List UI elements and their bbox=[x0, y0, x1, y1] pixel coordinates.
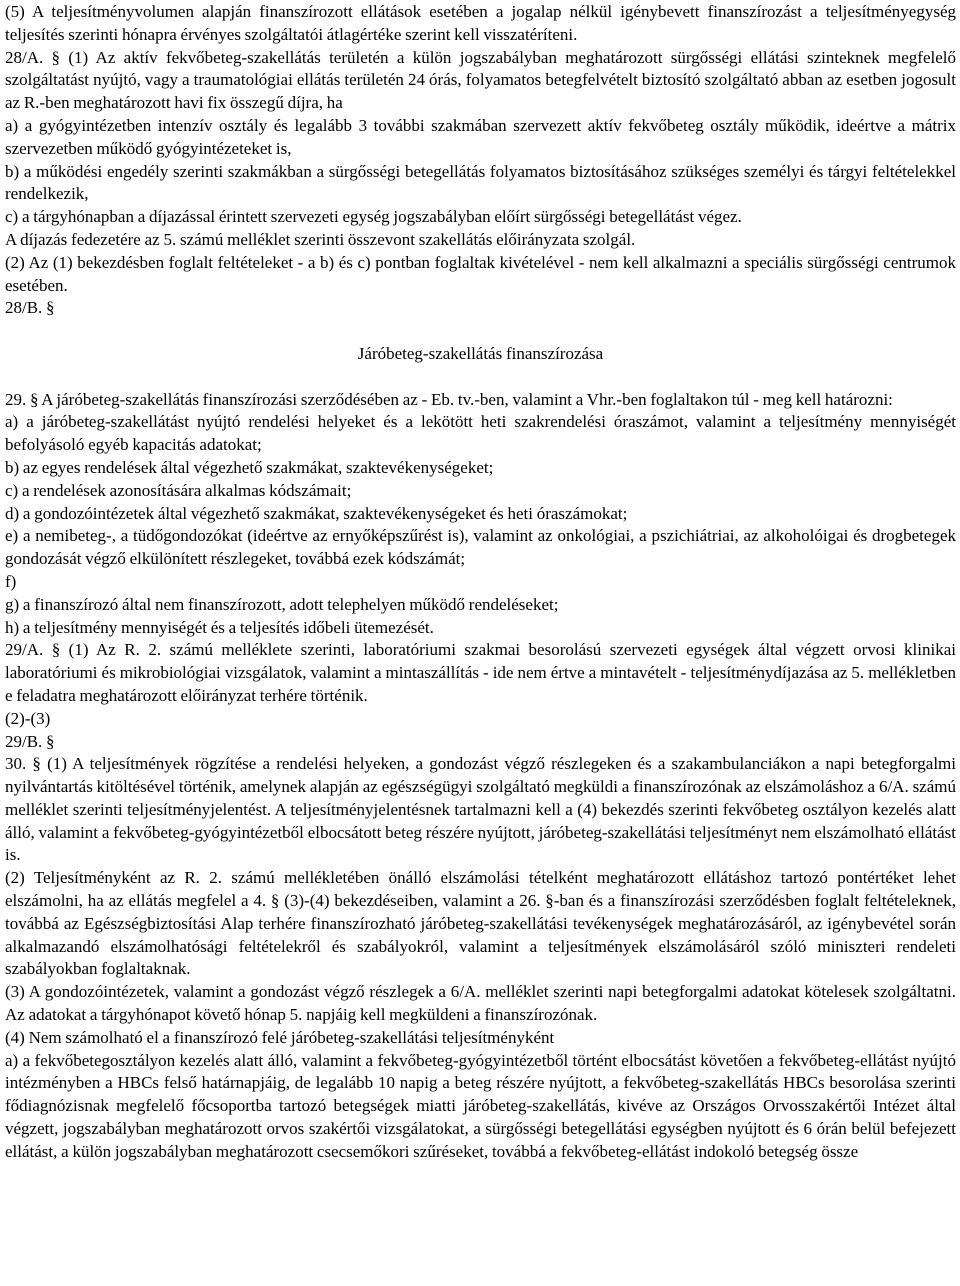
paragraph-p29a-1: 29/A. § (1) Az R. 2. számú melléklete szerinti, laboratóriumi szakmai besorolású szervezeti egységek által végzett orvosi klinikai laboratóriumi és mikrobiológiai vizsgálatok, valamint a mintaszállítás - ide nem értve a mintavételt - teljesítménydíjazása az 5. mellékletben e feladatra meghatározott előirányzat terhére történik. bbox=[5, 640, 956, 705]
paragraph-p5-teljesitmenyvolumen: (5) A teljesítményvolumen alapján finanszírozott ellátások esetében a jogalap nélkül igénybevett finanszírozást a teljesítményegység teljesítés szerinti hónapra érvényes szolgáltatói átlagértéke szerint kell visszatéríteni. bbox=[5, 2, 956, 44]
paragraph-blank-1 bbox=[5, 320, 956, 343]
paragraph-p29-e: e) a nemibeteg-, a tüdőgondozókat (ideértve az ernyőképszűrést is), valamint az onkológiai, a pszichiátriai, az alkoholóigai és drogbetegek gondozását végző elkülönített részlegeket, továbbá ezek kódszámát; bbox=[5, 526, 956, 569]
paragraph-p29-g: g) a finanszírozó által nem finanszírozott, adott telephelyen működő rendeléseket; bbox=[5, 594, 559, 614]
paragraph-p29a-2-3: (2)-(3) bbox=[5, 708, 51, 728]
paragraph-p29-b: b) az egyes rendelések által végezhető szakmákat, szaktevékenységeket; bbox=[5, 457, 494, 477]
paragraph-p29: 29. § A járóbeteg-szakellátás finanszírozási szerződésében az - Eb. tv.-ben, valamint a Vhr.-ben foglaltakon túl - meg kell határozni: bbox=[5, 389, 893, 409]
paragraph-p28a-1-b: b) a működési engedély szerinti szakmákban a sürgősségi betegellátás folyamatos biztosításához szükséges személyi és tárgyi feltételekkel rendelkezik, bbox=[5, 161, 956, 204]
paragraph-p29-d: d) a gondozóintézetek által végezhető szakmákat, szaktevékenységeket és heti óraszámokat; bbox=[5, 503, 628, 523]
paragraph-p28b: 28/B. § bbox=[5, 298, 55, 318]
paragraph-p28a-1: 28/A. § (1) Az aktív fekvőbeteg-szakellátás területén a külön jogszabályban meghatározott sürgősségi ellátási szinteknek megfelelő szolgáltatást nyújtó, vagy a traumatológiai ellátás területén 24 órás, folyamatos betegfelvételt biztosító szolgáltató abban az esetben jogosult az R.-ben meghatározott havi fix összegű díjra, ha bbox=[5, 47, 956, 113]
paragraph-p28a-fedezet: A díjazás fedezetére az 5. számú melléklet szerinti összevont szakellátás előirányzata szolgál. bbox=[5, 229, 636, 249]
paragraph-p30-4: (4) Nem számolható el a finanszírozó felé járóbeteg-szakellátási teljesítményként bbox=[5, 1027, 555, 1047]
document-page bbox=[5, 1, 956, 1164]
paragraph-p30-2: (2) Teljesítményként az R. 2. számú mellékletében önálló elszámolási tételként meghatározott ellátáshoz tartozó pontértéket lehet elszámolni, ha az ellátás megfelel a 4. § (3)-(4) bekezdéseiben, valamint a 26. §-ban és a finanszírozási szerződésben foglalt feltételeknek, továbbá az Egészségbiztosítási Alap terhére finanszírozható járóbeteg-szakellátási tevékenységek meghatározásáról, az igénybevétel során alkalmazandó elszámolhatósági feltételekről és szabályokról, valamint a teljesítmények elszámolásáról szóló miniszteri rendeleti szabályokban foglaltaknak. bbox=[5, 868, 956, 979]
paragraph-p28a-2: (2) Az (1) bekezdésben foglalt feltételeket - a b) és c) pontban foglaltak kivételével - nem kell alkalmazni a speciális sürgősségi centrumok esetében. bbox=[5, 252, 956, 295]
paragraph-p29-c: c) a rendelések azonosítására alkalmas kódszámait; bbox=[5, 480, 352, 500]
paragraph-heading-jarobeteg: Járóbeteg-szakellátás finanszírozása bbox=[357, 343, 604, 363]
paragraph-p29-a: a) a járóbeteg-szakellátást nyújtó rendelési helyeket és a lekötött heti szakrendelési óraszámot, valamint a teljesítmény mennyiségét befolyásoló egyéb kapacitás adatokat; bbox=[5, 412, 956, 455]
paragraph-p30-4-a: a) a fekvőbetegosztályon kezelés alatt álló, valamint a fekvőbeteg-gyógyintézetből történt elbocsátást követően a fekvőbeteg-ellátást nyújtó intézményben a HBCs felső határnapjáig, de legalább 10 napig a beteg részére nyújtott, a fekvőbeteg-szakellátás HBCs besorolása szerinti fődiagnózisnak megfelelő főcsoportba tartozó betegségek miatti járóbeteg-szakellátás, kivéve az Országos Orvosszakértői Intézet által végzett, jogszabályban meghatározott orvos szakértői vizsgálatokat, a sürgősségi betegellátási egységben nyújtott és 6 órán belül befejezett ellátást, a külön jogszabályban meghatározott csecsemőkori szűréseket, továbbá a fekvőbeteg-ellátást indokoló betegség össze bbox=[5, 1050, 956, 1161]
paragraph-p30-3: (3) A gondozóintézetek, valamint a gondozást végző részlegek a 6/A. melléklet szerinti napi betegforgalmi adatokat kötelesek szolgáltatni. Az adatokat a tárgyhónapot követő hónap 5. napjáig kell megküldeni a finanszírozónak. bbox=[5, 982, 956, 1025]
paragraph-p29-h: h) a teljesítmény mennyiségét és a teljesítés időbeli ütemezését. bbox=[5, 617, 434, 637]
paragraph-p28a-1-a: a) a gyógyintézetben intenzív osztály és legalább 3 további szakmában szervezett aktív fekvőbeteg osztály működik, ideértve a mátrix szervezetben működő gyógyintézeteket is, bbox=[5, 115, 956, 158]
paragraph-p29-f: f) bbox=[5, 571, 17, 591]
paragraph-blank-2 bbox=[5, 366, 956, 389]
paragraph-p28a-1-c: c) a tárgyhónapban a díjazással érintett szervezeti egység jogszabályban előírt sürgősségi betegellátást végez. bbox=[5, 207, 742, 227]
paragraph-p29b: 29/B. § bbox=[5, 731, 55, 751]
paragraph-p30-1: 30. § (1) A teljesítmények rögzítése a rendelési helyeken, a gondozást végző részlegeken és a szakambulanciákon a napi betegforgalmi nyilvántartás kitöltésével történik, amelynek alapján az egészségügyi szolgáltató megküldi a finanszírozónak az elszámoláshoz a 6/A. számú melléklet szerinti teljesítményjelentést. A teljesítményjelentésnek tartalmazni kell a (4) bekezdés szerinti fekvőbeteg osztályon kezelés alatt álló, valamint a fekvőbeteg-gyógyintézetből elbocsátott beteg részére nyújtott, járóbeteg-szakellátási teljesítményt nem elszámolható ellátást is. bbox=[5, 754, 956, 865]
